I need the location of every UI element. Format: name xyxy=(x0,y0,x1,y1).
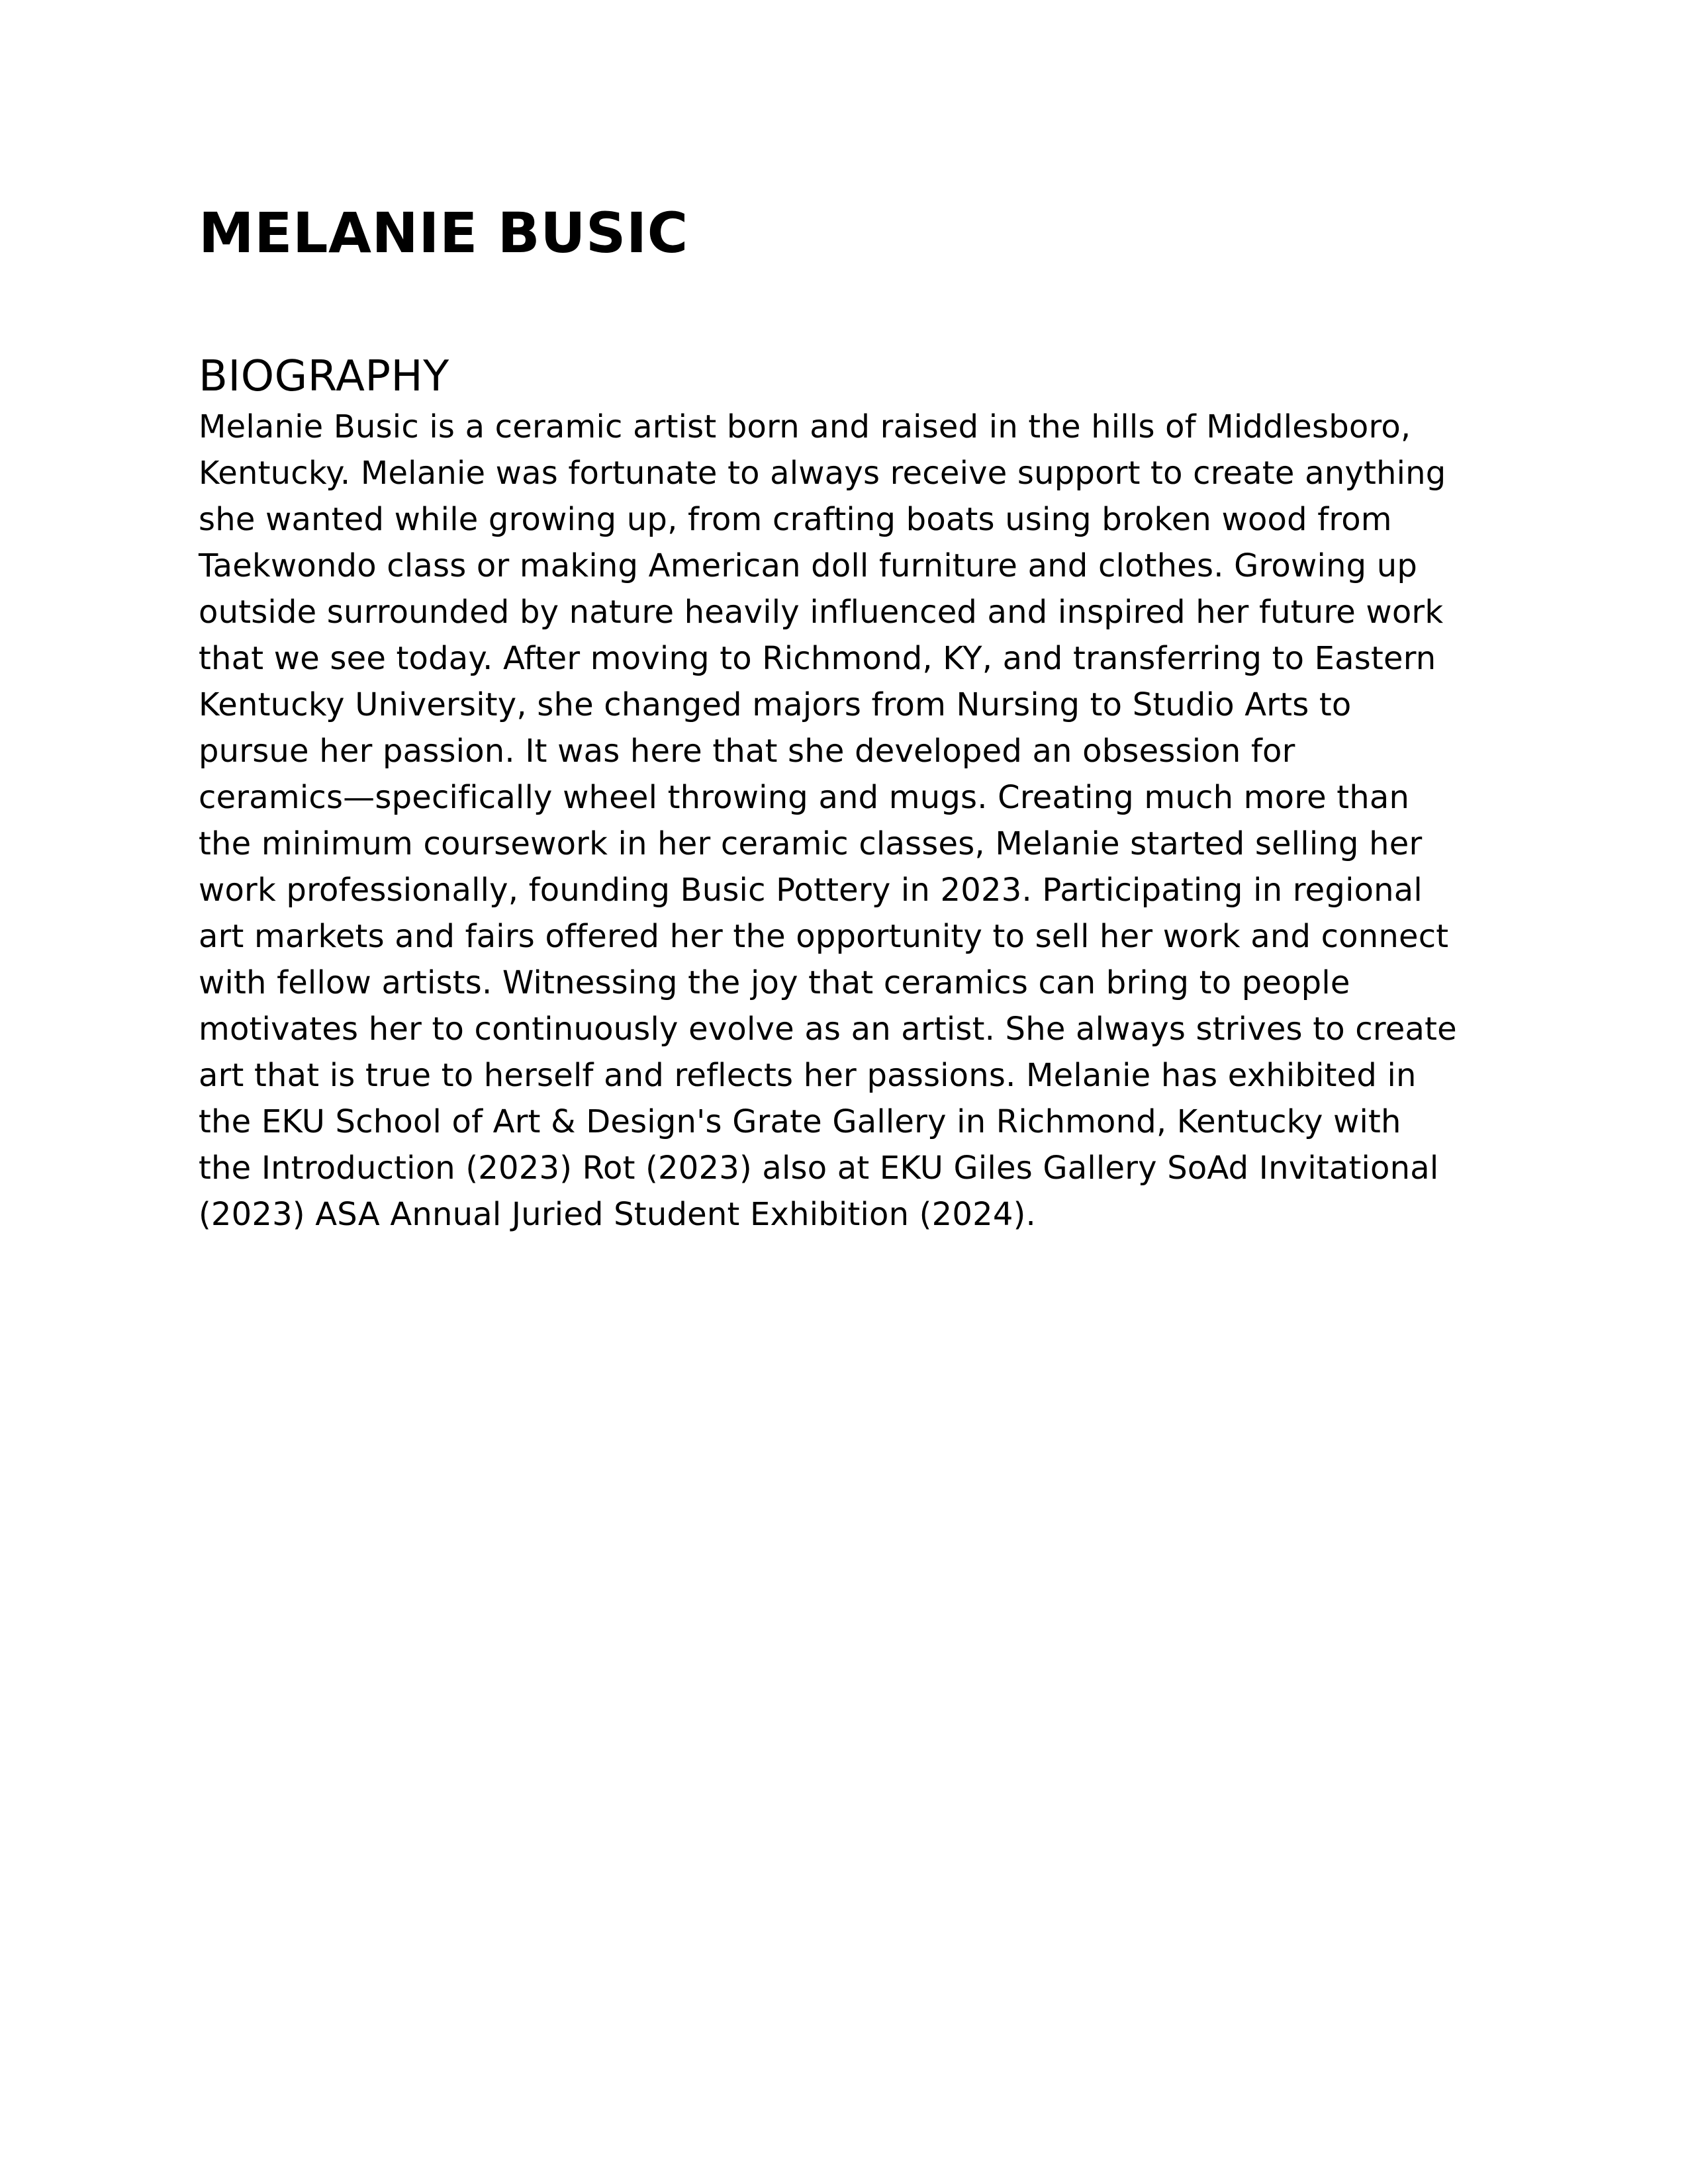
biography-line: the Introduction (2023) Rot (2023) also at EKU Giles Gallery SoAd Invitational xyxy=(199,1150,1439,1187)
artist-name-title: MELANIE BUSIC xyxy=(199,201,688,265)
biography-heading: BIOGRAPHY xyxy=(199,352,449,401)
biography-line: Kentucky. Melanie was fortunate to always receive support to create anything xyxy=(199,455,1446,492)
biography-line: the minimum coursework in her ceramic classes, Melanie started selling her xyxy=(199,825,1423,862)
biography-line: Taekwondo class or making American doll furniture and clothes. Growing up xyxy=(199,547,1418,584)
biography-line: art that is true to herself and reflects her passions. Melanie has exhibited in xyxy=(199,1057,1417,1094)
biography-line: with fellow artists. Witnessing the joy that ceramics can bring to people xyxy=(199,964,1350,1001)
biography-paragraph xyxy=(199,404,1489,1238)
biography-line: motivates her to continuously evolve as an artist. She always strives to create xyxy=(199,1011,1457,1048)
biography-line: that we see today. After moving to Richmond, KY, and transferring to Eastern xyxy=(199,640,1436,677)
document-content xyxy=(199,199,1489,1238)
biography-line: ceramics—specifically wheel throwing and mugs. Creating much more than xyxy=(199,779,1410,816)
biography-line: pursue her passion. It was here that she developed an obsession for xyxy=(199,733,1295,770)
biography-line: outside surrounded by nature heavily influenced and inspired her future work xyxy=(199,594,1444,631)
biography-line: (2023) ASA Annual Juried Student Exhibition (2024). xyxy=(199,1196,1036,1233)
biography-line: Kentucky University, she changed majors from Nursing to Studio Arts to xyxy=(199,686,1352,723)
biography-line: the EKU School of Art & Design's Grate Gallery in Richmond, Kentucky with xyxy=(199,1103,1401,1140)
biography-line: Melanie Busic is a ceramic artist born and raised in the hills of Middlesboro, xyxy=(199,408,1411,445)
biography-line: work professionally, founding Busic Pottery in 2023. Participating in regional xyxy=(199,872,1423,909)
biography-line: art markets and fairs offered her the opportunity to sell her work and connect xyxy=(199,918,1449,955)
biography-line: she wanted while growing up, from crafting boats using broken wood from xyxy=(199,501,1392,538)
